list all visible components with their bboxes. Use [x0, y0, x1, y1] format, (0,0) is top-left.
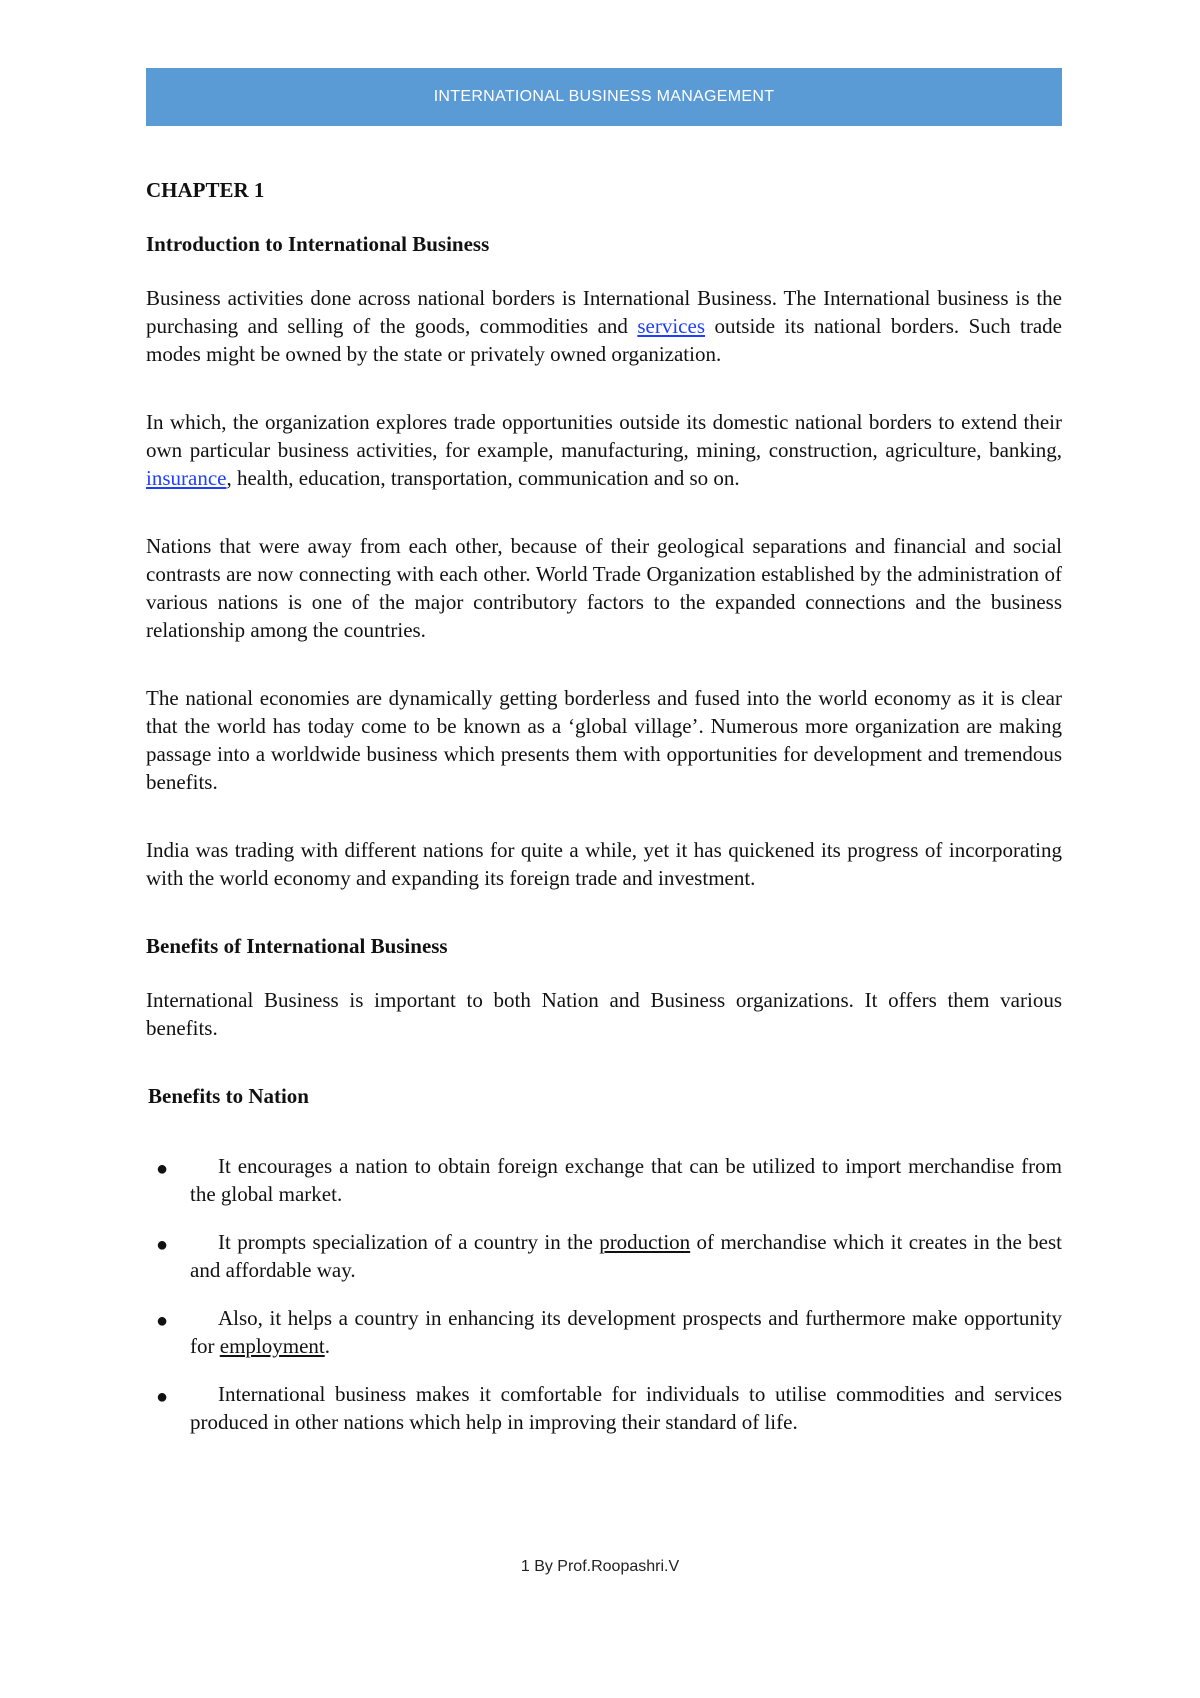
bullet-icon: ●	[156, 1234, 169, 1256]
bullet-icon: ●	[156, 1310, 169, 1332]
services-link[interactable]: services	[637, 314, 705, 338]
employment-link[interactable]: employment	[219, 1334, 325, 1358]
page-footer: 1 By Prof.Roopashri.V	[520, 1558, 680, 1575]
insurance-link[interactable]: insurance	[146, 466, 227, 490]
production-link[interactable]: production	[599, 1230, 691, 1254]
bullet-icon: ●	[156, 1158, 169, 1180]
list-item: ● It prompts specialization of a country in the production of merchandise which it creates in the best and affordable way.	[156, 1230, 1062, 1282]
header-title: INTERNATIONAL BUSINESS MANAGEMENT	[433, 88, 775, 105]
nation-heading: Benefits to Nation	[148, 1084, 309, 1108]
chapter-label: CHAPTER 1	[146, 178, 265, 202]
benefits-heading: Benefits of International Business	[146, 934, 448, 958]
list-item: ● It encourages a nation to obtain foreign exchange that can be utilized to import merchandise from the global market.	[156, 1154, 1062, 1206]
intro-heading: Introduction to International Business	[146, 232, 490, 256]
page-content	[146, 176, 1062, 1436]
benefits-paragraph: International Business is important to both Nation and Business organizations. It offers them various benefits.	[146, 988, 1062, 1040]
intro-paragraph-1: Business activities done across national borders is International Business. The International business is the purchasing and selling of the goods, commodities and services outside its national borders. Such trade modes might be owned by the state or privately owned organization.	[146, 286, 1062, 366]
intro-paragraph-2: In which, the organization explores trade opportunities outside its domestic national borders to extend their own particular business activities, for example, manufacturing, mining, construction, agriculture, banking, insurance, health, education, transportation, communication and so on.	[146, 410, 1062, 490]
running-header	[146, 68, 1062, 126]
list-item: ● International business makes it comfortable for individuals to utilise commodities and services produced in other nations which help in improving their standard of life.	[156, 1382, 1062, 1434]
bullet-icon: ●	[156, 1386, 169, 1408]
list-item: ● Also, it helps a country in enhancing its development prospects and furthermore make opportunity for employment.	[156, 1306, 1062, 1358]
intro-paragraph-5: India was trading with different nations for quite a while, yet it has quickened its progress of incorporating with the world economy and expanding its foreign trade and investment.	[146, 838, 1062, 890]
intro-paragraph-3: Nations that were away from each other, because of their geological separations and financial and social contrasts are now connecting with each other. World Trade Organization established by the administration of various nations is one of the major contributory factors to the expanded connections and the business relationship among the countries.	[146, 534, 1062, 642]
intro-paragraph-4: The national economies are dynamically getting borderless and fused into the world economy as it is clear that the world has today come to be known as a ‘global village’. Numerous more organization are making passage into a worldwide business which presents them with opportunities for development and tremendous benefits.	[146, 686, 1062, 794]
nation-benefits-list	[146, 1152, 1062, 1436]
